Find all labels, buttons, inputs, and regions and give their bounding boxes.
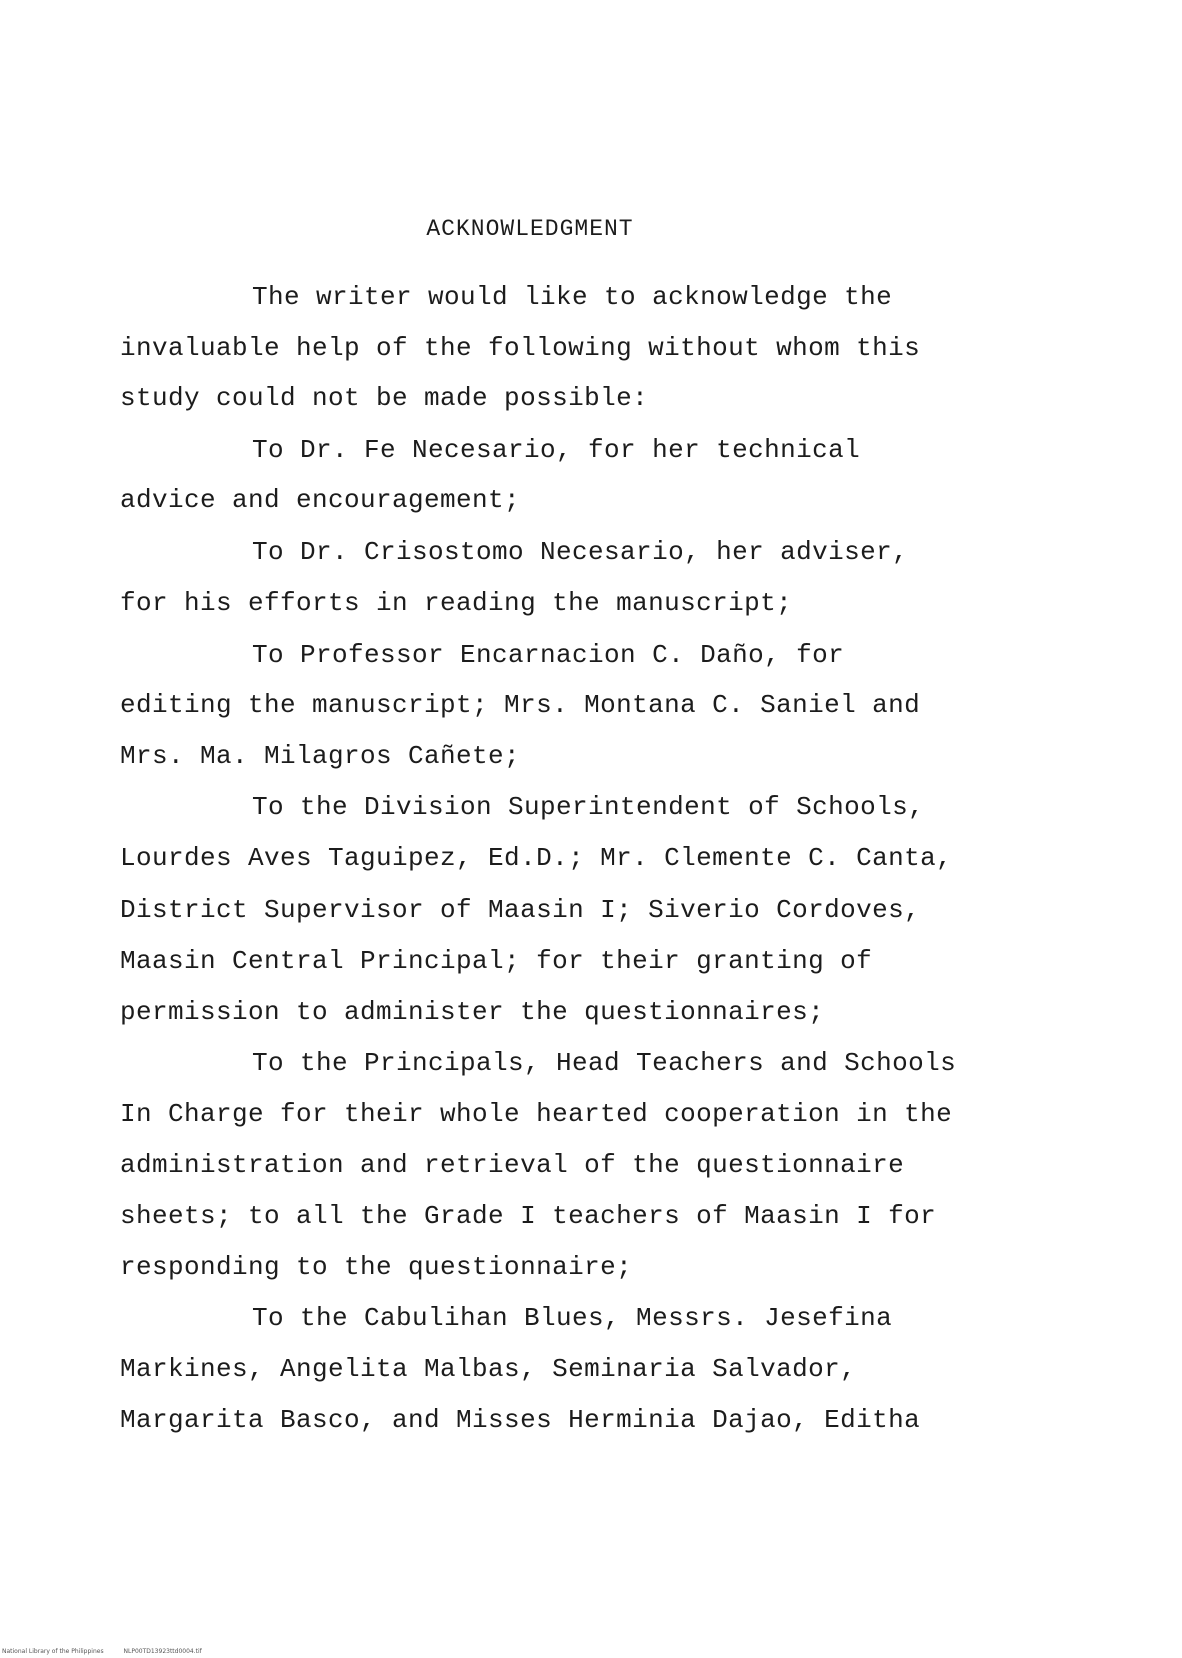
text-line: for his efforts in reading the manuscript; bbox=[120, 588, 793, 618]
text-line: In Charge for their whole hearted cooperation in the bbox=[120, 1099, 953, 1129]
text-line: Margarita Basco, and Misses Herminia Dajao, Editha bbox=[120, 1405, 921, 1435]
text-line: To the Principals, Head Teachers and Schools bbox=[252, 1048, 957, 1078]
text-line: responding to the questionnaire; bbox=[120, 1252, 633, 1282]
text-line: Maasin Central Principal; for their granting of bbox=[120, 946, 873, 976]
scan-filename: NLP00TD13923ttd0004.tif bbox=[123, 1648, 202, 1655]
text-line: To the Division Superintendent of Schools, bbox=[252, 792, 925, 822]
text-line: invaluable help of the following without whom this bbox=[120, 333, 921, 363]
text-line: To Dr. Fe Necesario, for her technical bbox=[252, 435, 861, 465]
library-credit: National Library of the Philippines bbox=[2, 1648, 104, 1655]
text-line: editing the manuscript; Mrs. Montana C. Saniel and bbox=[120, 690, 921, 720]
text-line: To Professor Encarnacion C. Daño, for bbox=[252, 640, 845, 670]
text-line: To Dr. Crisostomo Necesario, her adviser, bbox=[252, 537, 909, 567]
text-line: Mrs. Ma. Milagros Cañete; bbox=[120, 741, 521, 771]
page-title: ACKNOWLEDGMENT bbox=[426, 216, 634, 242]
text-line: administration and retrieval of the questionnaire bbox=[120, 1150, 905, 1180]
text-line: District Supervisor of Maasin I; Siverio Cordoves, bbox=[120, 895, 921, 925]
text-line: Lourdes Aves Taguipez, Ed.D.; Mr. Clemente C. Canta, bbox=[120, 843, 953, 873]
text-line: To the Cabulihan Blues, Messrs. Jesefina bbox=[252, 1303, 893, 1333]
text-line: The writer would like to acknowledge the bbox=[252, 282, 893, 312]
text-line: Markines, Angelita Malbas, Seminaria Salvador, bbox=[120, 1354, 857, 1384]
text-line: advice and encouragement; bbox=[120, 485, 521, 515]
text-line: study could not be made possible: bbox=[120, 383, 649, 413]
text-line: permission to administer the questionnaires; bbox=[120, 997, 825, 1027]
text-line: sheets; to all the Grade I teachers of Maasin I for bbox=[120, 1201, 937, 1231]
scan-footer bbox=[2, 1648, 220, 1655]
